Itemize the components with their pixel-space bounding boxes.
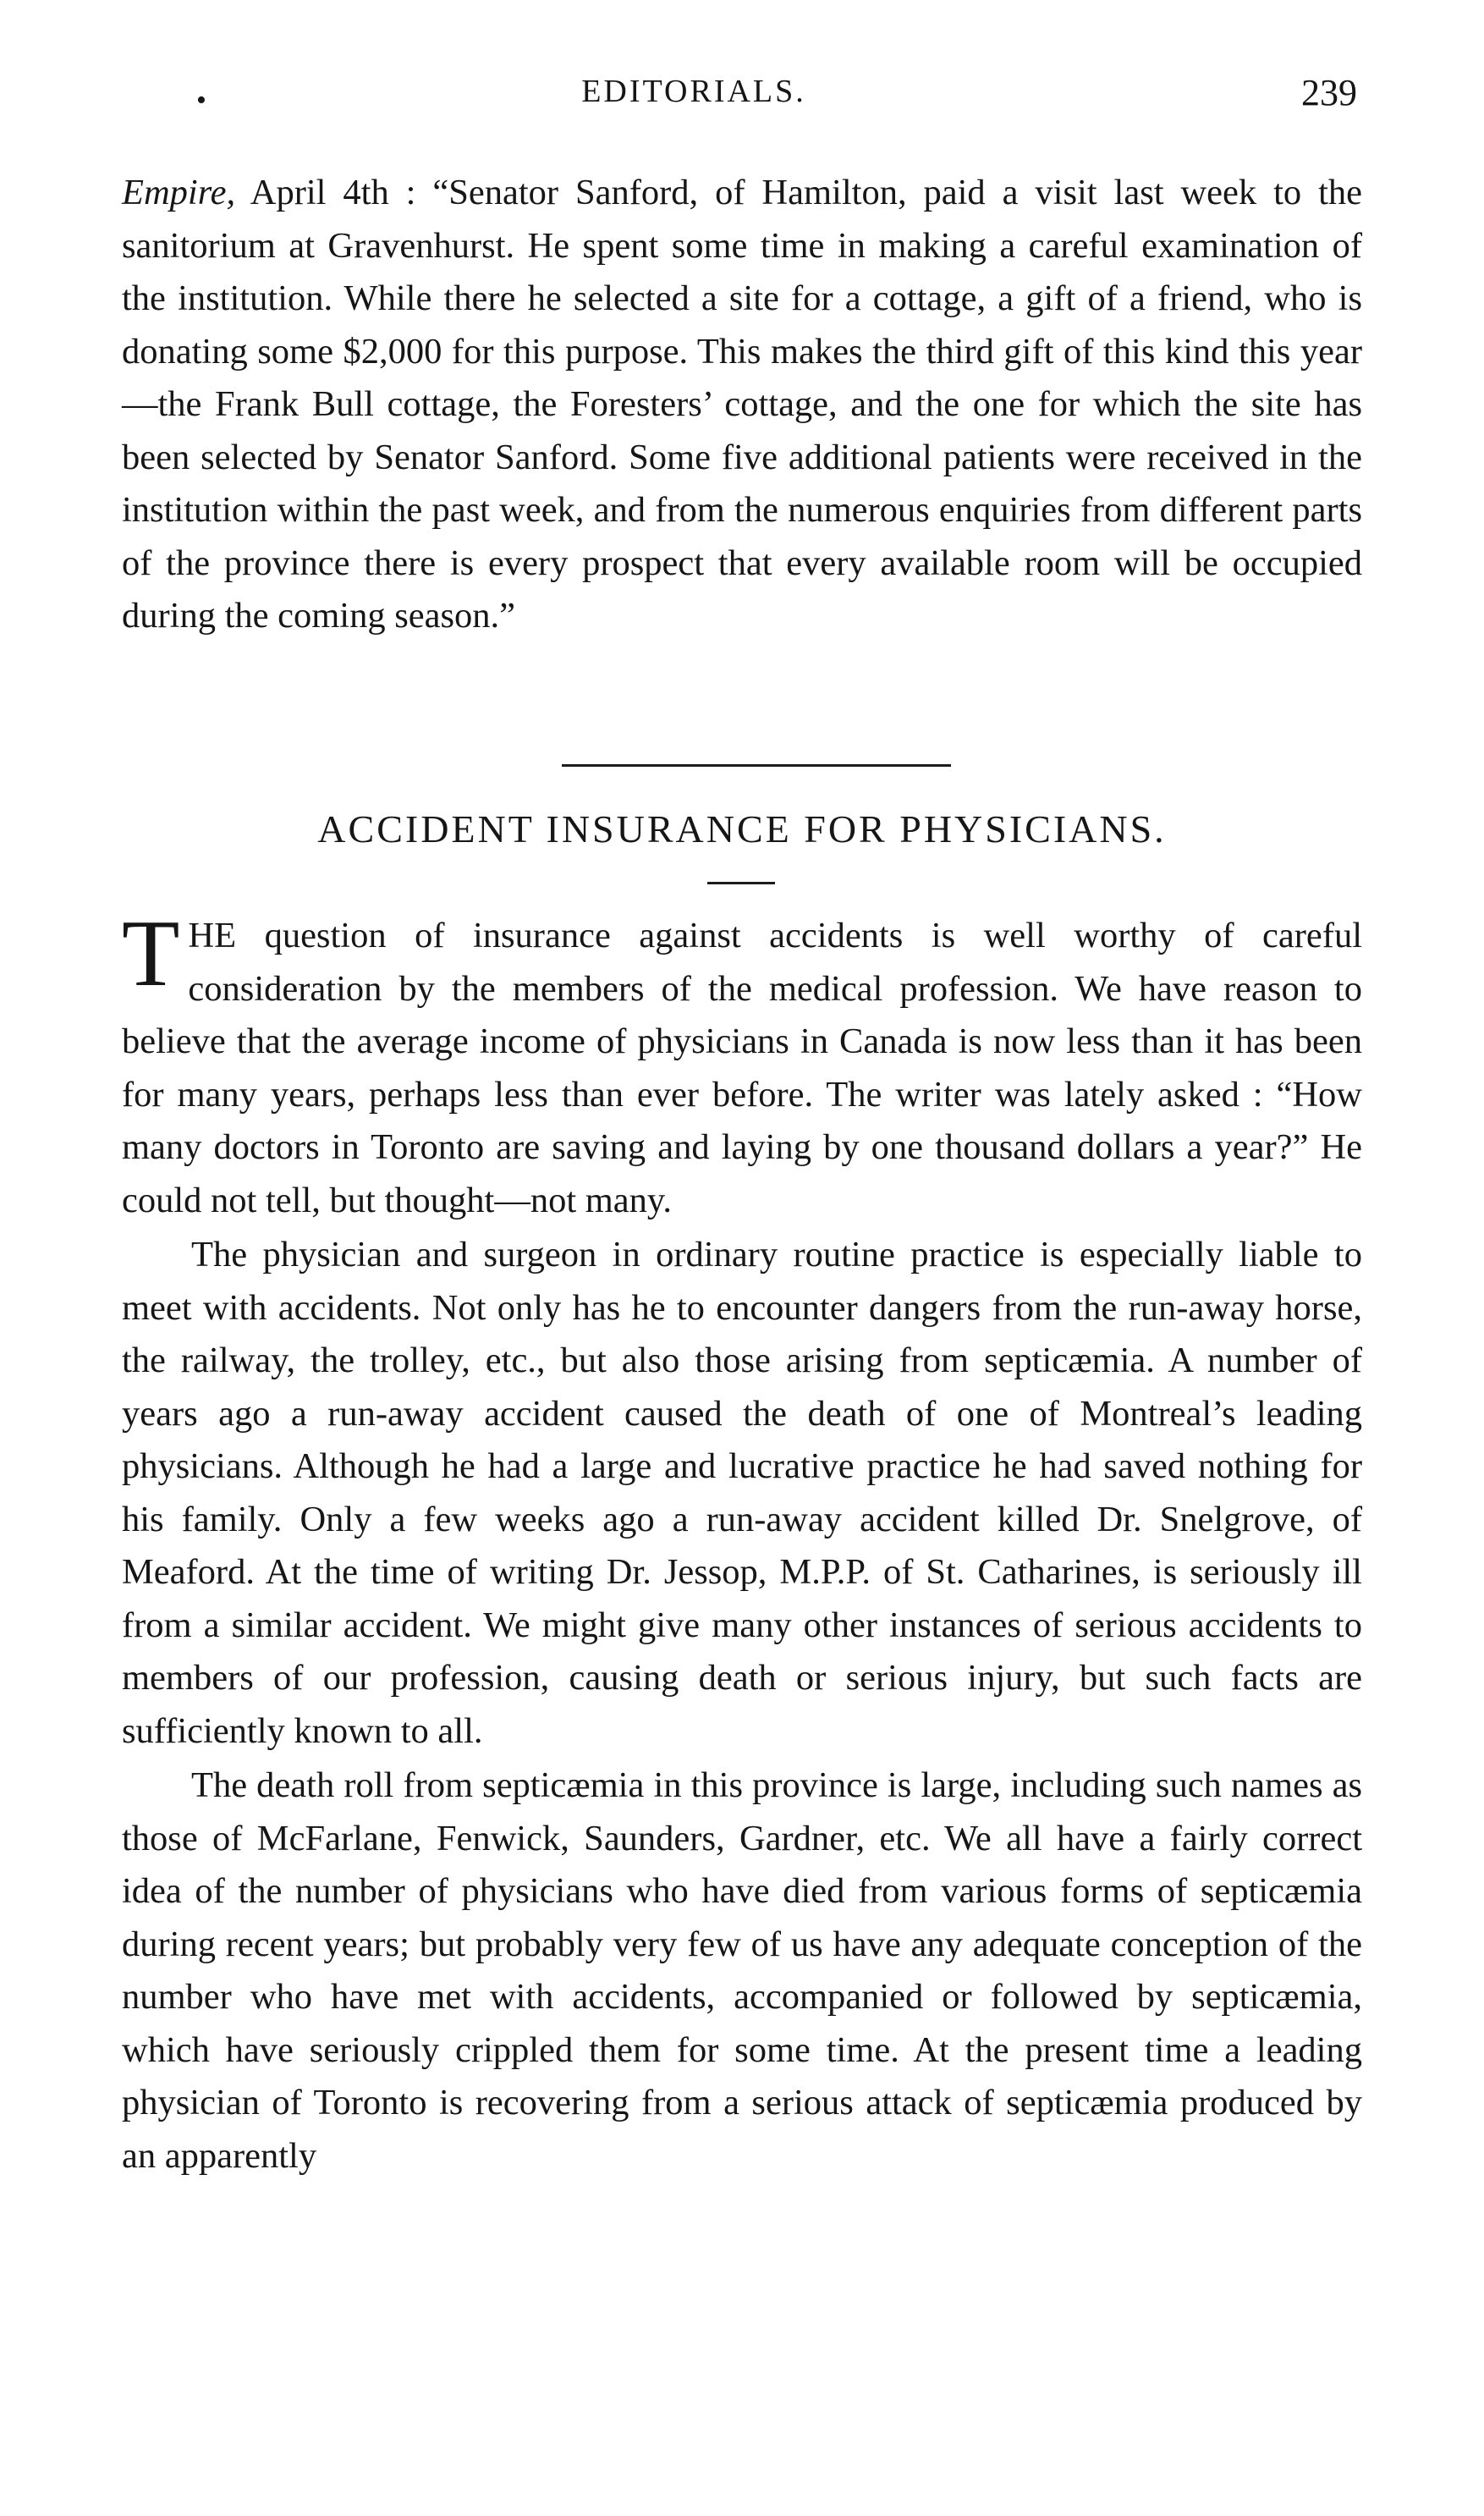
newspaper-source: Empire, (122, 173, 236, 212)
article-paragraph-1 (122, 901, 1362, 1227)
drop-cap: T (122, 901, 180, 1006)
header-dot: • (196, 85, 206, 116)
running-title: EDITORIALS. (581, 74, 806, 109)
article-heading: ACCIDENT INSURANCE FOR PHYSICIANS. (317, 807, 1167, 851)
running-header (0, 71, 1484, 122)
section-divider-rule (562, 764, 951, 767)
intro-paragraph (122, 167, 1362, 643)
article-paragraph-3: The death roll from septicæmia in this province is large, including such names as those of McFarlane, Fenwick, Saunders, Gardner, etc. We all have a fairly correct idea of the number of physicians who have died from various forms of septicæmia during recent years; but probably very few of us have any adequate conception of the number who have met with accidents, accompanied or followed by septicæmia, which have seriously crippled them for some time. At the present time a leading physician of Toronto is recovering from a serious attack of septicæmia produced by an apparently (122, 1765, 1362, 2176)
article-body (122, 901, 1362, 2183)
paragraph-1-text: HE question of insurance against accidents is well worthy of careful consideration by the members of the medical profession. We have reason to believe that the average income of physicians in Canada is now less than it has been for many years, perhaps less than ever before. The writer was lately asked : “How many doctors in Toronto are saving and laying by one thousand dollars a year?” He could not tell, but thought—not many. (122, 916, 1362, 1220)
article-paragraph-2: The physician and surgeon in ordinary routine practice is especially liable to meet with accidents. Not only has he to encounter dangers from the run-away horse, the railway, the trolley, etc., but also those arising from septicæmia. A number of years ago a run-away accident caused the death of one of Montreal’s leading physicians. Although he had a large and lucrative practice he had saved nothing for his family. Only a few weeks ago a run-away accident killed Dr. Snelgrove, of Meaford. At the time of writing Dr. Jessop, M.P.P. of St. Catharines, is seriously ill from a similar accident. We might give many other instances of serious accidents to members of our profession, causing death or serious injury, but such facts are sufficiently known to all. (122, 1235, 1362, 1751)
page-number: 239 (1301, 72, 1357, 113)
heading-underline-rule (707, 882, 775, 884)
intro-text: April 4th : “Senator Sanford, of Hamilton, paid a visit last week to the sanitorium at Gravenhurst. He spent some time in making a careful examination of the institution. While there he selected a site for a cottage, a gift of a friend, who is donating some $2,000 for this purpose. This makes the third gift of this kind this year—the Frank Bull cottage, the Foresters’ cottage, and the one for which the site has been selected by Senator Sanford. Some five additional patients were received in the institution within the past week, and from the numerous enquiries from different parts of the province there is every prospect that every available room will be occupied during the coming season.” (122, 173, 1362, 636)
